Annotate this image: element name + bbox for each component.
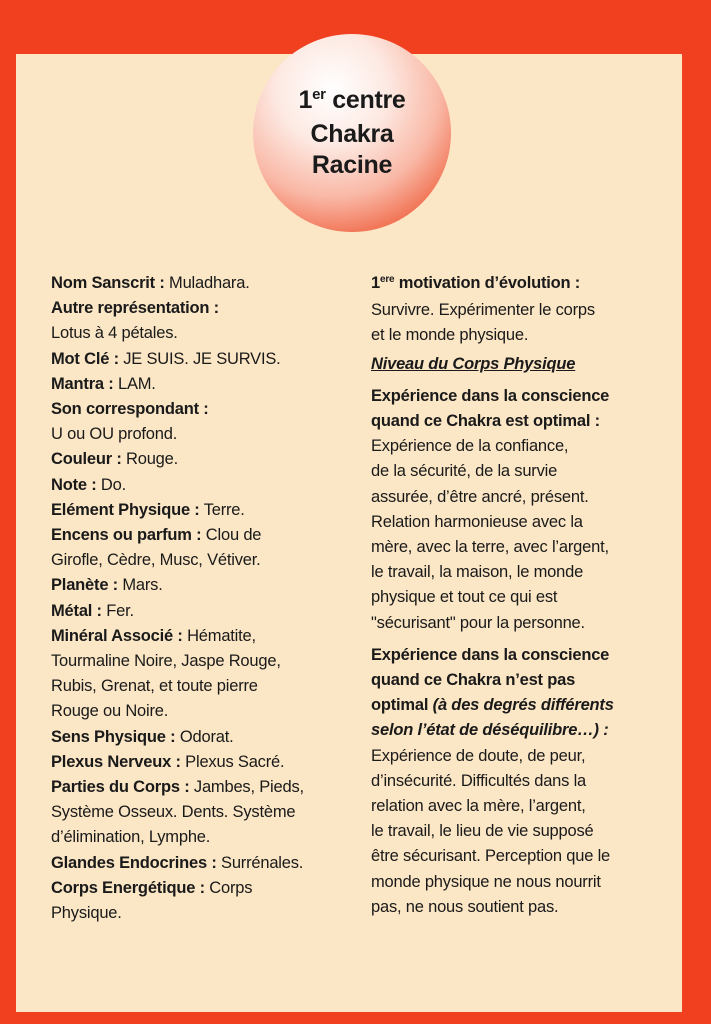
motivation-text-1: Survivre. Expérimenter le corps [371,301,595,320]
optimal-heading-1: Expérience dans la conscience [371,386,610,405]
properties-column [51,271,351,926]
non-optimal-heading-1: Expérience dans la conscience [371,645,610,664]
optimal-heading-2: quand ce Chakra est optimal : [371,412,600,431]
non-optimal-heading-2: quand ce Chakra n’est pas [371,671,576,690]
non-optimal-text-2: d’insécurité. Difficultés dans la [371,771,587,790]
title-line-1: 1er centre [298,86,406,114]
sanscrit-row: Nom Sanscrit : Muladhara. [51,274,250,292]
planete-row: Planète : Mars. [51,576,163,595]
optimal-text-6: le travail, la maison, le monde [371,563,584,582]
non-optimal-text-7: pas, ne nous soutient pas. [371,897,559,916]
parties-row-cont-2: d’élimination, Lymphe. [51,828,211,847]
optimal-text-8: "sécurisant" pour la personne. [371,613,585,632]
mineral-row-cont-3: Rouge ou Noire. [51,702,169,721]
parties-row-cont-1: Système Osseux. Dents. Système [51,803,296,822]
non-optimal-heading-3: optimal (à des degrés différents [371,696,614,715]
optimal-text-2: de la sécurité, de la survie [371,462,558,481]
optimal-text-1: Expérience de la confiance, [371,437,569,456]
non-optimal-heading-4: selon l’état de déséquilibre…) : [371,721,609,740]
title-orb [253,34,451,232]
motcle-row: Mot Clé : JE SUIS. JE SURVIS. [51,349,281,368]
glandes-row: Glandes Endocrines : Surrénales. [51,853,304,872]
motivation-text-2: et le monde physique. [371,326,529,345]
title-superscript: er [312,86,326,103]
encens-row-cont: Girofle, Cèdre, Musc, Vétiver. [51,551,261,570]
optimal-text-7: physique et tout ce qui est [371,588,558,607]
element-row: Elément Physique : Terre. [51,500,245,519]
non-optimal-text-1: Expérience de doute, de peur, [371,746,586,765]
motivation-heading: 1ere motivation d’évolution : [371,274,581,292]
mineral-row: Minéral Associé : Hématite, [51,626,256,645]
non-optimal-text-4: le travail, le lieu de vie supposé [371,822,594,841]
encens-row: Encens ou parfum : Clou de [51,526,262,545]
corps-row: Corps Energétique : Corps [51,878,253,897]
optimal-text-3: assurée, d’être ancré, présent. [371,487,589,506]
son-label: Son correspondant : [51,400,209,419]
niveau-heading: Niveau du Corps Physique [371,354,576,373]
optimal-text-4: Relation harmonieuse avec la [371,512,583,531]
parties-row: Parties du Corps : Jambes, Pieds, [51,778,304,797]
non-optimal-text-3: relation avec la mère, l’argent, [371,797,586,816]
title-line-3: Racine [311,151,393,179]
non-optimal-text-5: être sécurisant. Perception que le [371,847,611,866]
sens-row: Sens Physique : Odorat. [51,727,234,746]
autre-label: Autre représentation : [51,299,219,318]
son-value: U ou OU profond. [51,425,178,444]
corps-row-cont: Physique. [51,904,122,923]
metal-row: Métal : Fer. [51,601,134,620]
mantra-row: Mantra : LAM. [51,374,156,393]
title-line-2: Chakra [310,120,394,148]
non-optimal-text-6: monde physique ne nous nourrit [371,872,601,891]
plexus-row: Plexus Nerveux : Plexus Sacré. [51,752,285,771]
experience-column [371,271,671,920]
couleur-row: Couleur : Rouge. [51,450,179,469]
mineral-row-cont-2: Rubis, Grenat, et toute pierre [51,677,258,696]
autre-value: Lotus à 4 pétales. [51,324,178,343]
mineral-row-cont-1: Tourmaline Noire, Jaspe Rouge, [51,652,281,671]
note-row: Note : Do. [51,475,127,494]
optimal-text-5: mère, avec la terre, avec l’argent, [371,538,609,557]
